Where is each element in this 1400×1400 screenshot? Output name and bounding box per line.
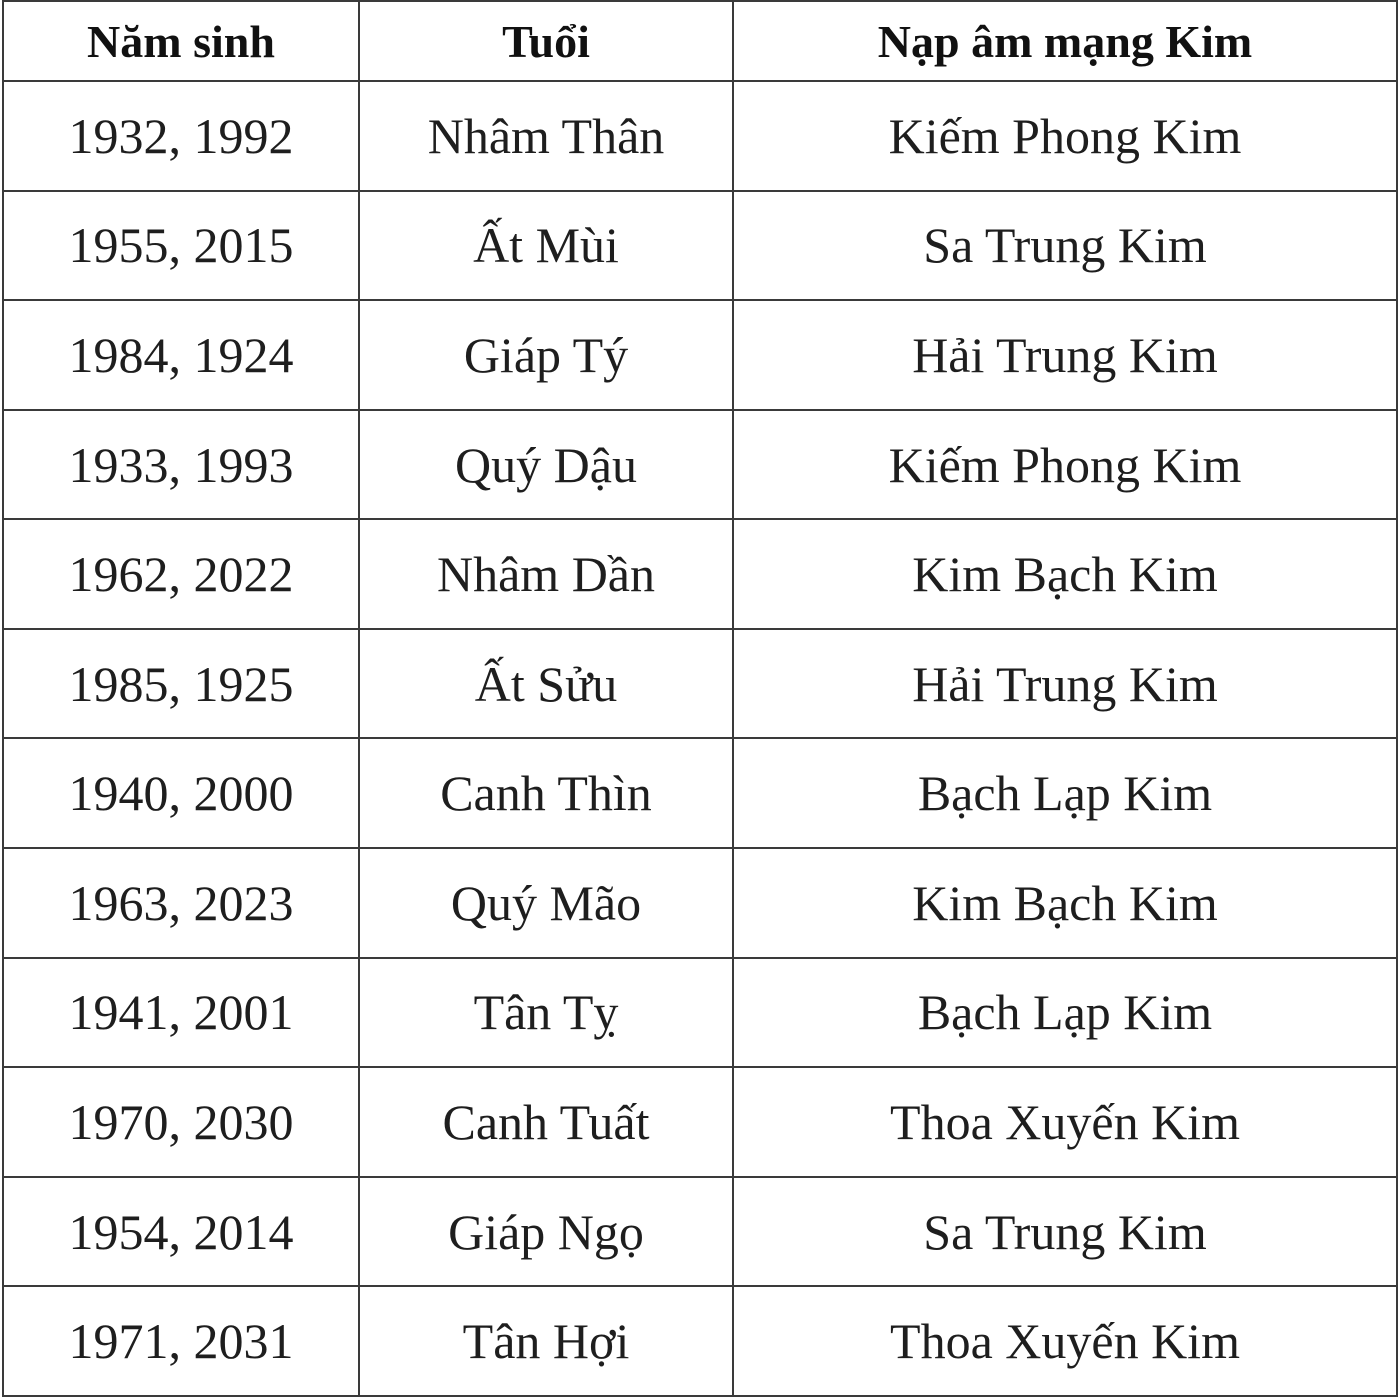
cell-age: Canh Tuất (359, 1067, 733, 1177)
cell-birth-year: 1954, 2014 (3, 1177, 359, 1287)
table-row (3, 81, 1397, 191)
cell-age: Tân Tỵ (359, 958, 733, 1068)
cell-birth-year: 1932, 1992 (3, 81, 359, 191)
header-row (3, 1, 1397, 81)
cell-birth-year: 1963, 2023 (3, 848, 359, 958)
cell-birth-year: 1955, 2015 (3, 191, 359, 301)
table-row (3, 958, 1397, 1068)
header-birth-year: Năm sinh (3, 1, 359, 81)
cell-age: Nhâm Thân (359, 81, 733, 191)
table-header (3, 1, 1397, 81)
table-row (3, 519, 1397, 629)
cell-nap-am: Kiếm Phong Kim (733, 81, 1397, 191)
cell-nap-am: Sa Trung Kim (733, 1177, 1397, 1287)
table-row (3, 300, 1397, 410)
header-age: Tuổi (359, 1, 733, 81)
cell-age: Quý Mão (359, 848, 733, 958)
table-row (3, 629, 1397, 739)
cell-birth-year: 1940, 2000 (3, 738, 359, 848)
cell-nap-am: Bạch Lạp Kim (733, 958, 1397, 1068)
cell-birth-year: 1933, 1993 (3, 410, 359, 520)
cell-nap-am: Sa Trung Kim (733, 191, 1397, 301)
table-row (3, 738, 1397, 848)
table-row (3, 1286, 1397, 1396)
cell-birth-year: 1985, 1925 (3, 629, 359, 739)
cell-nap-am: Kim Bạch Kim (733, 848, 1397, 958)
cell-nap-am: Kiếm Phong Kim (733, 410, 1397, 520)
table-body (3, 81, 1397, 1396)
table-row (3, 1067, 1397, 1177)
cell-birth-year: 1971, 2031 (3, 1286, 359, 1396)
cell-nap-am: Hải Trung Kim (733, 629, 1397, 739)
cell-nap-am: Thoa Xuyến Kim (733, 1067, 1397, 1177)
table-row (3, 191, 1397, 301)
cell-nap-am: Kim Bạch Kim (733, 519, 1397, 629)
cell-age: Giáp Tý (359, 300, 733, 410)
table-row (3, 1177, 1397, 1287)
cell-age: Giáp Ngọ (359, 1177, 733, 1287)
kim-destiny-table (2, 0, 1398, 1397)
table-row (3, 848, 1397, 958)
cell-birth-year: 1970, 2030 (3, 1067, 359, 1177)
cell-age: Ất Mùi (359, 191, 733, 301)
cell-birth-year: 1962, 2022 (3, 519, 359, 629)
header-nap-am: Nạp âm mạng Kim (733, 1, 1397, 81)
cell-age: Nhâm Dần (359, 519, 733, 629)
cell-age: Quý Dậu (359, 410, 733, 520)
cell-birth-year: 1941, 2001 (3, 958, 359, 1068)
cell-nap-am: Bạch Lạp Kim (733, 738, 1397, 848)
table-row (3, 410, 1397, 520)
cell-age: Tân Hợi (359, 1286, 733, 1396)
cell-nap-am: Hải Trung Kim (733, 300, 1397, 410)
cell-nap-am: Thoa Xuyến Kim (733, 1286, 1397, 1396)
cell-age: Canh Thìn (359, 738, 733, 848)
cell-age: Ất Sửu (359, 629, 733, 739)
cell-birth-year: 1984, 1924 (3, 300, 359, 410)
